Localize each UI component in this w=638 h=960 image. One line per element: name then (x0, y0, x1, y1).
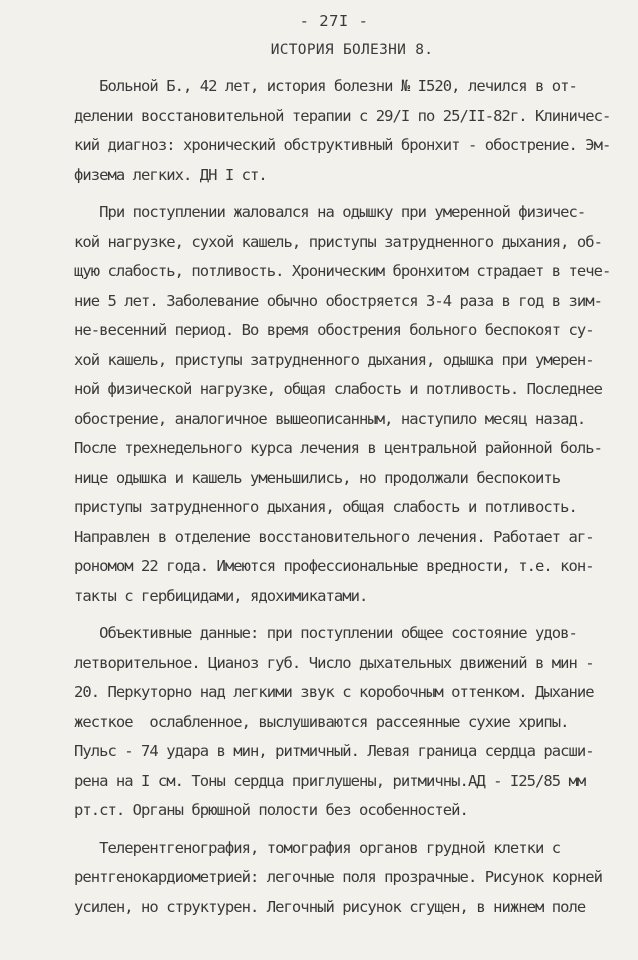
text-line: Направлен в отделение восстановительного лечения. Работает аг- (74, 527, 594, 546)
text-line: Объективные данные: при поступлении общее состояние удов- (74, 624, 577, 642)
text-line: кий диагноз: хронический обструктивный бронхит - обострение. Эм- (74, 136, 611, 154)
text-line: усилен, но структурен. Легочный рисунок сгущен, в нижнем поле (74, 897, 586, 916)
text-line: щую слабость, потливость. Хроническим бронхитом страдает в тече- (74, 262, 611, 280)
text-line: приступы затрудненного дыхания, общая слабость и потливость. (74, 498, 577, 516)
document-title: ИСТОРИЯ БОЛЕЗНИ 8. (270, 42, 434, 58)
text-line: физема легких. ДН I ст. (74, 165, 267, 184)
text-line: рена на I см. Тоны сердца приглушены, ритмичны.АД - I25/85 мм (74, 771, 586, 790)
text-line: Больной Б., 42 лет, история болезни № I520, лечился в от- (74, 77, 577, 95)
text-line: рентгенокардиометрией: легочные поля прозрачные. Рисунок корней (74, 868, 603, 886)
text-line: Пульс - 74 удара в мин, ритмичный. Левая граница сердца расши- (74, 742, 594, 760)
text-line: рт.ст. Органы брюшной полости без особенностей. (74, 801, 468, 819)
text-line: делении восстановительной терапии с 29/I по 25/II-82г. Клиничес- (74, 106, 611, 125)
paragraph-2 (74, 198, 611, 611)
paragraph-1 (74, 72, 611, 190)
text-line: обострение, аналогичное вышеописанным, наступило месяц назад. (74, 409, 586, 428)
text-line: жесткое ослабленное, выслушиваются рассеянные сухие хрипы. (74, 712, 569, 731)
text-line: кой нагрузке, сухой кашель, приступы затрудненного дыхания, об- (74, 232, 603, 251)
text-line: После трехнедельного курса лечения в центральной районной боль- (74, 439, 603, 457)
text-line: такты с гербицидами, ядохимикатами. (74, 586, 368, 605)
text-line: хой кашель, приступы затрудненного дыхания, одышка при умерен- (74, 350, 594, 369)
text-line: нице одышка и кашель уменьшились, но продолжали беспокоить (74, 468, 561, 487)
text-line: ной физической нагрузке, общая слабость и потливость. Последнее (74, 380, 603, 398)
text-line: рономом 22 года. Имеются профессиональные вредности, т.е. кон- (74, 557, 594, 575)
text-line: При поступлении жаловался на одышку при умеренной физичес- (74, 203, 586, 221)
text-line: 20. Перкуторно над легкими звук с коробочным оттенком. Дыхание (74, 683, 594, 701)
page-number: - 27I - (299, 12, 369, 30)
paragraph-4 (74, 834, 602, 923)
text-line: ние 5 лет. Заболевание обычно обостряется 3-4 раза в год в зим- (74, 291, 603, 310)
paragraph-3 (74, 619, 602, 826)
text-line: не-весенний период. Во время обострения больного беспокоят су- (74, 321, 594, 339)
text-line: Телерентгенография, томография органов грудной клетки с (74, 838, 561, 857)
text-line: летворительное. Цианоз губ. Число дыхательных движений в мин - (74, 653, 594, 672)
